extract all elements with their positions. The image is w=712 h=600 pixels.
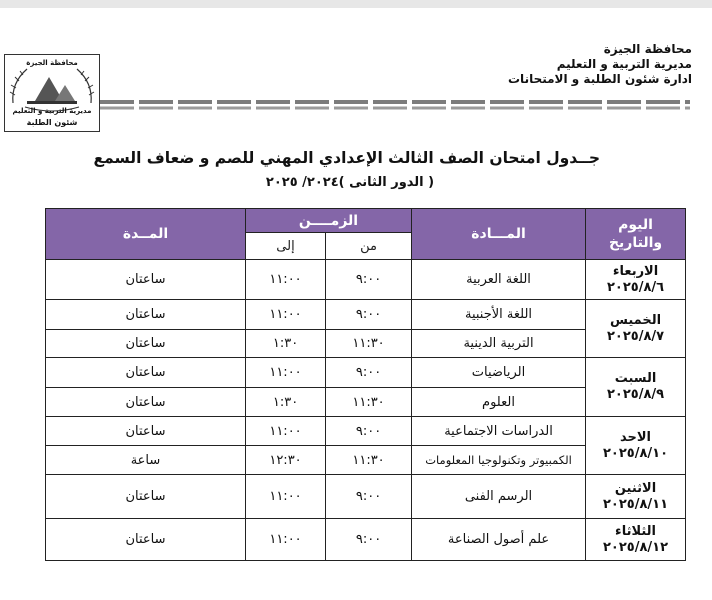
directorate-line: مديرية التربية و التعليم: [556, 57, 692, 71]
from-cell: ٩:٠٠: [326, 417, 412, 446]
subject-cell: العلوم: [412, 388, 586, 417]
table-row: [46, 475, 686, 519]
duration-cell: ساعتان: [46, 300, 246, 330]
from-cell: ١١:٣٠: [326, 446, 412, 475]
header-to: إلى: [246, 233, 326, 260]
duration-cell: ساعتان: [46, 388, 246, 417]
header-duration: المــدة: [46, 209, 246, 260]
to-cell: ١:٣٠: [246, 330, 326, 358]
to-cell: ١:٣٠: [246, 388, 326, 417]
table-row: [46, 417, 686, 446]
subject-cell: الدراسات الاجتماعية: [412, 417, 586, 446]
subject-cell: التربية الدينية: [412, 330, 586, 358]
day-cell: الاربعاء ٢٠٢٥/٨/٦: [586, 260, 686, 300]
subject-cell: الكمبيوتر وتكنولوجيا المعلومات: [412, 446, 586, 475]
document-header: [362, 42, 692, 87]
from-cell: ٩:٠٠: [326, 358, 412, 388]
subject-cell: اللغة الأجنبية: [412, 300, 586, 330]
table-row: [46, 519, 686, 561]
header-dashed-rule: [100, 100, 690, 104]
duration-cell: ساعتان: [46, 358, 246, 388]
duration-cell: ساعة: [46, 446, 246, 475]
table-row: [46, 300, 686, 330]
duration-cell: ساعتان: [46, 417, 246, 446]
duration-cell: ساعتان: [46, 519, 246, 561]
to-cell: ١١:٠٠: [246, 260, 326, 300]
logo-bottom-text: شئون الطلبة: [26, 118, 78, 127]
exam-schedule-table: [45, 208, 686, 561]
header-day-date: اليوم والتاريخ: [586, 209, 686, 260]
from-cell: ١١:٣٠: [326, 330, 412, 358]
to-cell: ١١:٠٠: [246, 475, 326, 519]
subject-cell: علم أصول الصناعة: [412, 519, 586, 561]
from-cell: ١١:٣٠: [326, 388, 412, 417]
top-border: [0, 0, 712, 8]
directorate-logo: [4, 54, 100, 132]
table-row: [46, 358, 686, 388]
from-cell: ٩:٠٠: [326, 260, 412, 300]
day-cell: الاثنين ٢٠٢٥/٨/١١: [586, 475, 686, 519]
duration-cell: ساعتان: [46, 330, 246, 358]
header-dashed-rule-2: [100, 106, 690, 110]
day-cell: الاحد ٢٠٢٥/٨/١٠: [586, 417, 686, 475]
from-cell: ٩:٠٠: [326, 300, 412, 330]
day-cell: السبت ٢٠٢٥/٨/٩: [586, 358, 686, 417]
subject-cell: اللغة العربية: [412, 260, 586, 300]
to-cell: ١١:٠٠: [246, 300, 326, 330]
header-subject: المـــادة: [412, 209, 586, 260]
to-cell: ١١:٠٠: [246, 519, 326, 561]
from-cell: ٩:٠٠: [326, 519, 412, 561]
header-time: الزمــــن: [246, 209, 412, 233]
logo-mid-text: مديرية التربية و التعليم: [12, 107, 92, 115]
to-cell: ١١:٠٠: [246, 417, 326, 446]
header-from: من: [326, 233, 412, 260]
day-cell: الخميس ٢٠٢٥/٨/٧: [586, 300, 686, 358]
subject-cell: الرياضيات: [412, 358, 586, 388]
department-line: ادارة شئون الطلبة و الامتحانات: [508, 72, 692, 86]
subject-cell: الرسم الفنى: [412, 475, 586, 519]
duration-cell: ساعتان: [46, 475, 246, 519]
governorate-line: محافظة الجيزة: [603, 42, 692, 56]
table-row: [46, 260, 686, 300]
from-cell: ٩:٠٠: [326, 475, 412, 519]
day-cell: الثلاثاء ٢٠٢٥/٨/١٢: [586, 519, 686, 561]
logo-top-text: محافظة الجيزة: [26, 59, 78, 67]
to-cell: ١١:٠٠: [246, 358, 326, 388]
schedule-subtitle: ( الدور الثانى )٢٠٢٤/ ٢٠٢٥: [265, 175, 435, 190]
schedule-title: جــدول امتحان الصف الثالث الإعدادي المهني للصم و ضعاف السمع: [93, 149, 600, 167]
to-cell: ١٢:٣٠: [246, 446, 326, 475]
duration-cell: ساعتان: [46, 260, 246, 300]
